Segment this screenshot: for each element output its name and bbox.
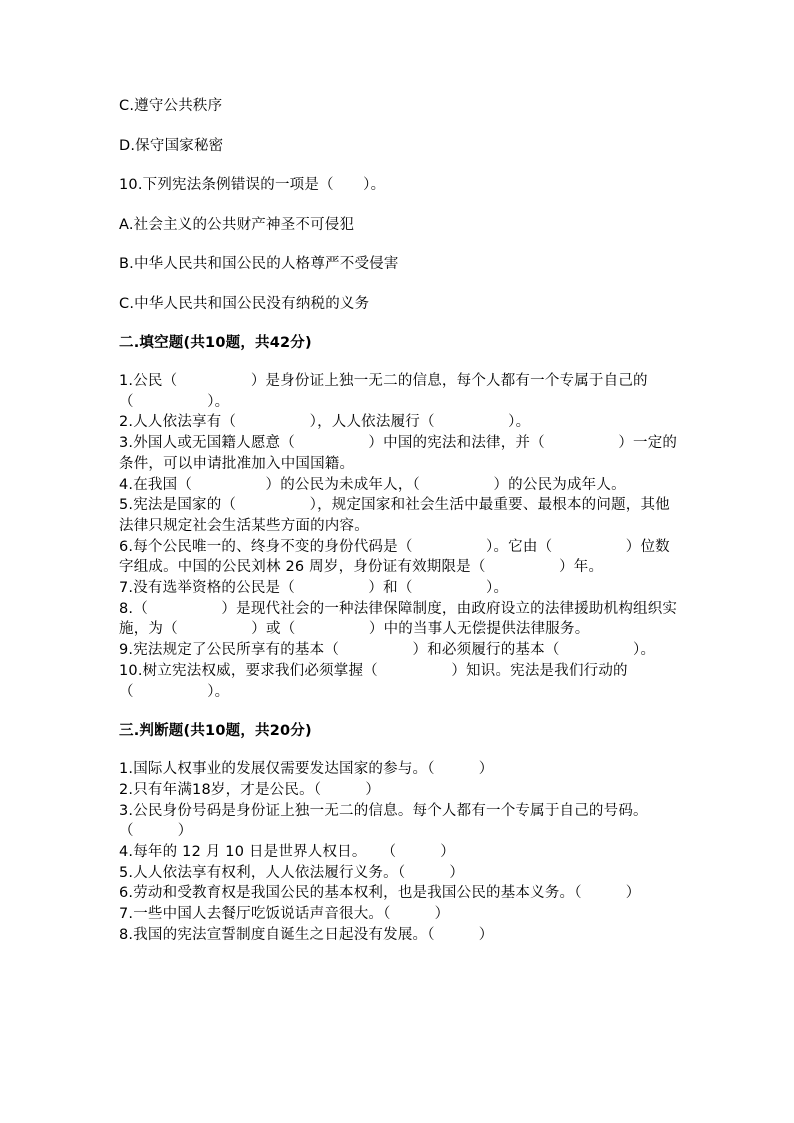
q10-option-a: A.社会主义的公共财产神圣不可侵犯: [119, 216, 355, 233]
judge-question: 1.国际人权事业的发展仅需要发达国家的参与。（ ）: [119, 761, 494, 778]
fill-question: 5.宪法是国家的（ ），规定国家和社会生活中最重要、最根本的问题，其他法律只规定社会生活某些方面的内容。: [119, 497, 670, 534]
judge-question: 2.只有年满18岁，才是公民。（ ）: [119, 781, 381, 798]
fill-question: 3.外国人或无国籍人愿意（ ）中国的宪法和法律，并（ ）一定的条件，可以申请批准加入中国国籍。: [119, 435, 678, 472]
fill-question: 6.每个公民唯一的、终身不变的身份代码是（ ）。它由（ ）位数字组成。中国的公民刘林 26 周岁，身份证有效期限是（ ）年。: [119, 538, 670, 576]
fill-question-list: [119, 371, 679, 702]
fill-question: 4.在我国（ ）的公民为未成年人，（ ）的公民为成年人。: [119, 476, 626, 493]
fill-section-title: 二.填空题(共10题，共42分): [119, 335, 312, 351]
judge-question: 8.我国的宪法宣誓制度自诞生之日起没有发展。（ ）: [119, 926, 494, 943]
option-c: C.遵守公共秩序: [119, 98, 223, 114]
fill-question: 7.没有选举资格的公民是（ ）和（ ）。: [119, 580, 509, 597]
q10-option-c: C.中华人民共和国公民没有纳税的义务: [119, 295, 370, 312]
judge-section-title: 三.判断题(共10题，共20分): [119, 723, 312, 740]
question-10-stem: 10.下列宪法条例错误的一项是（ ）。: [119, 177, 386, 193]
judge-question: 3.公民身份号码是身份证上独一无二的信息。每个人都有一个专属于自己的号码。（ ）: [119, 802, 648, 840]
fill-question: 8.（ ）是现代社会的一种法律保障制度，由政府设立的法律援助机构组织实施，为（ ）或（ ）中的当事人无偿提供法律服务。: [119, 600, 678, 638]
option-d: D.保守国家秘密: [119, 137, 224, 154]
judge-question: 6.劳动和受教育权是我国公民的基本权利，也是我国公民的基本义务。（ ）: [119, 885, 641, 902]
fill-question: 2.人人依法享有（ ），人人依法履行（ ）。: [119, 414, 531, 431]
fill-question: 10.树立宪法权威，要求我们必须掌握（ ）知识。宪法是我们行动的（ ）。: [119, 662, 628, 700]
judge-question: 7.一些中国人去餐厅吃饭说话声音很大。（ ）: [119, 906, 450, 923]
fill-question: 1.公民（ ）是身份证上独一无二的信息，每个人都有一个专属于自己的（ ）。: [119, 373, 648, 410]
fill-question: 9.宪法规定了公民所享有的基本（ ）和必须履行的基本（ ）。: [119, 642, 656, 659]
judge-question-list: [119, 759, 679, 945]
judge-question: 5.人人依法享有权利，人人依法履行义务。（ ）: [119, 864, 465, 881]
exam-page: [119, 96, 679, 946]
judge-question: 4.每年的 12 月 10 日是世界人权日。 （ ）: [119, 844, 455, 861]
q10-option-b: B.中华人民共和国公民的人格尊严不受侵害: [119, 256, 399, 272]
